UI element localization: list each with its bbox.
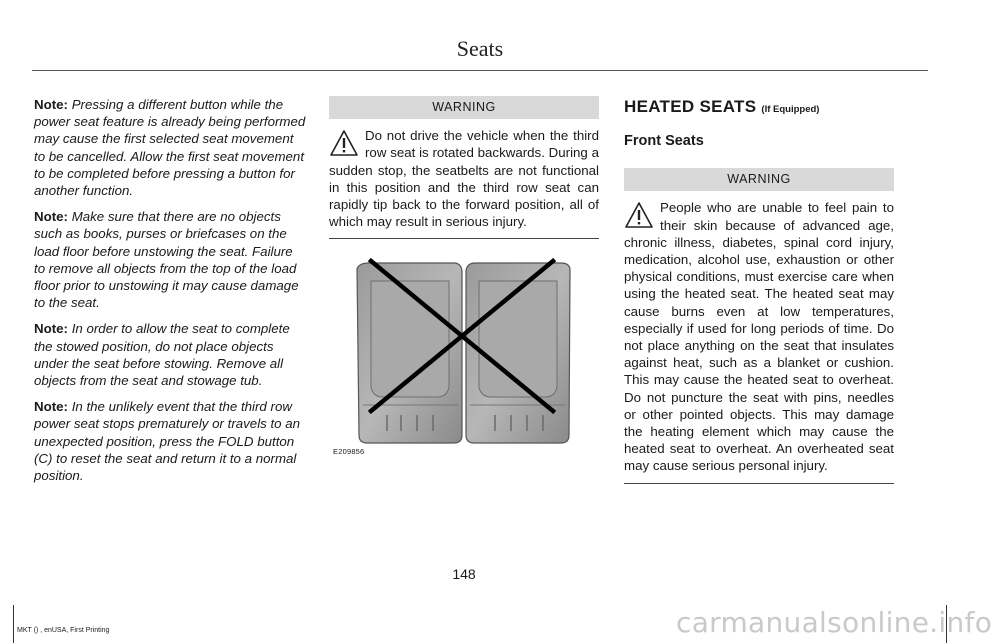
warning-divider [624, 483, 894, 484]
warning-box [624, 199, 894, 474]
figure-label: E209856 [333, 447, 365, 456]
page-header-title: Seats [456, 36, 504, 61]
section-title [624, 96, 894, 121]
page-number: 148 [452, 566, 476, 582]
note-text: Pressing a different button while the power seat feature is already being performed may cause the first selected seat movement to be cancelled. Allow the first seat movement to be completed before pressing a button for another function. [34, 97, 306, 199]
note-label: Note: [34, 209, 68, 225]
warning-text: People who are unable to feel pain to their skin because of advanced age, chronic illness, diabetes, spinal cord injury, medication, alcohol use, exhaustion or other physical conditions, must exercise care when using the heated seat. The heated seat may cause burns even at low temperatures, especially if used for long periods of time. Do not place anything on the seat that insulates against heat, such as a blanket or cushion. This may cause the heated seat to overheat. Do not puncture the seat with pins, needles or other pointed objects. This may damage the heating element which may cause the heated seat to overheat. An overheated seat may cause serious personal injury. [624, 200, 894, 474]
note-label: Note: [34, 97, 68, 112]
middle-column [329, 96, 599, 239]
warning-triangle-icon [624, 201, 654, 229]
note-2 [34, 208, 306, 311]
subsection-title: Front Seats [624, 133, 704, 149]
note-1 [34, 96, 306, 199]
note-label: Note: [34, 399, 68, 415]
note-text: Make sure that there are no objects such as books, purses or briefcases on the load floor before unstowing the seat. Failure to remove all objects from the top of the load floor prior to unstowing it may cause damage to the seat. [34, 209, 299, 311]
warning-divider [329, 238, 599, 239]
warning-text: Do not drive the vehicle when the third row seat is rotated backwards. During a sudden stop, the seatbelts are not functional in this position and the third row seat can rapidly tip back to the forward position, all of which may result in serious injury. [329, 128, 599, 230]
left-column [34, 96, 306, 493]
print-info: MKT () , enUSA, First Printing [17, 627, 110, 634]
header-divider [32, 70, 928, 71]
note-text: In the unlikely event that the third row power seat stops prematurely or travels to an unexpected position, press the FOLD button (C) to reset the seat and return it to a normal position. [34, 399, 301, 484]
warning-box [329, 127, 599, 230]
warning-heading: WARNING [329, 96, 599, 119]
crop-mark [13, 605, 14, 643]
note-4 [34, 398, 306, 484]
note-text: In order to allow the seat to complete the stowed position, do not place objects under the seat before stowing. Remove all objects from the seat and stowage tub. [34, 321, 290, 389]
watermark: carmanualsonline.info [676, 606, 992, 639]
warning-triangle-icon [329, 129, 359, 157]
note-3 [34, 320, 306, 389]
warning-heading: WARNING [624, 168, 894, 191]
right-column [624, 96, 894, 484]
section-title-text: HEATED SEATS [624, 97, 757, 116]
note-label: Note: [34, 321, 68, 337]
section-qualifier: (If Equipped) [761, 104, 820, 115]
seat-illustration [329, 255, 599, 455]
